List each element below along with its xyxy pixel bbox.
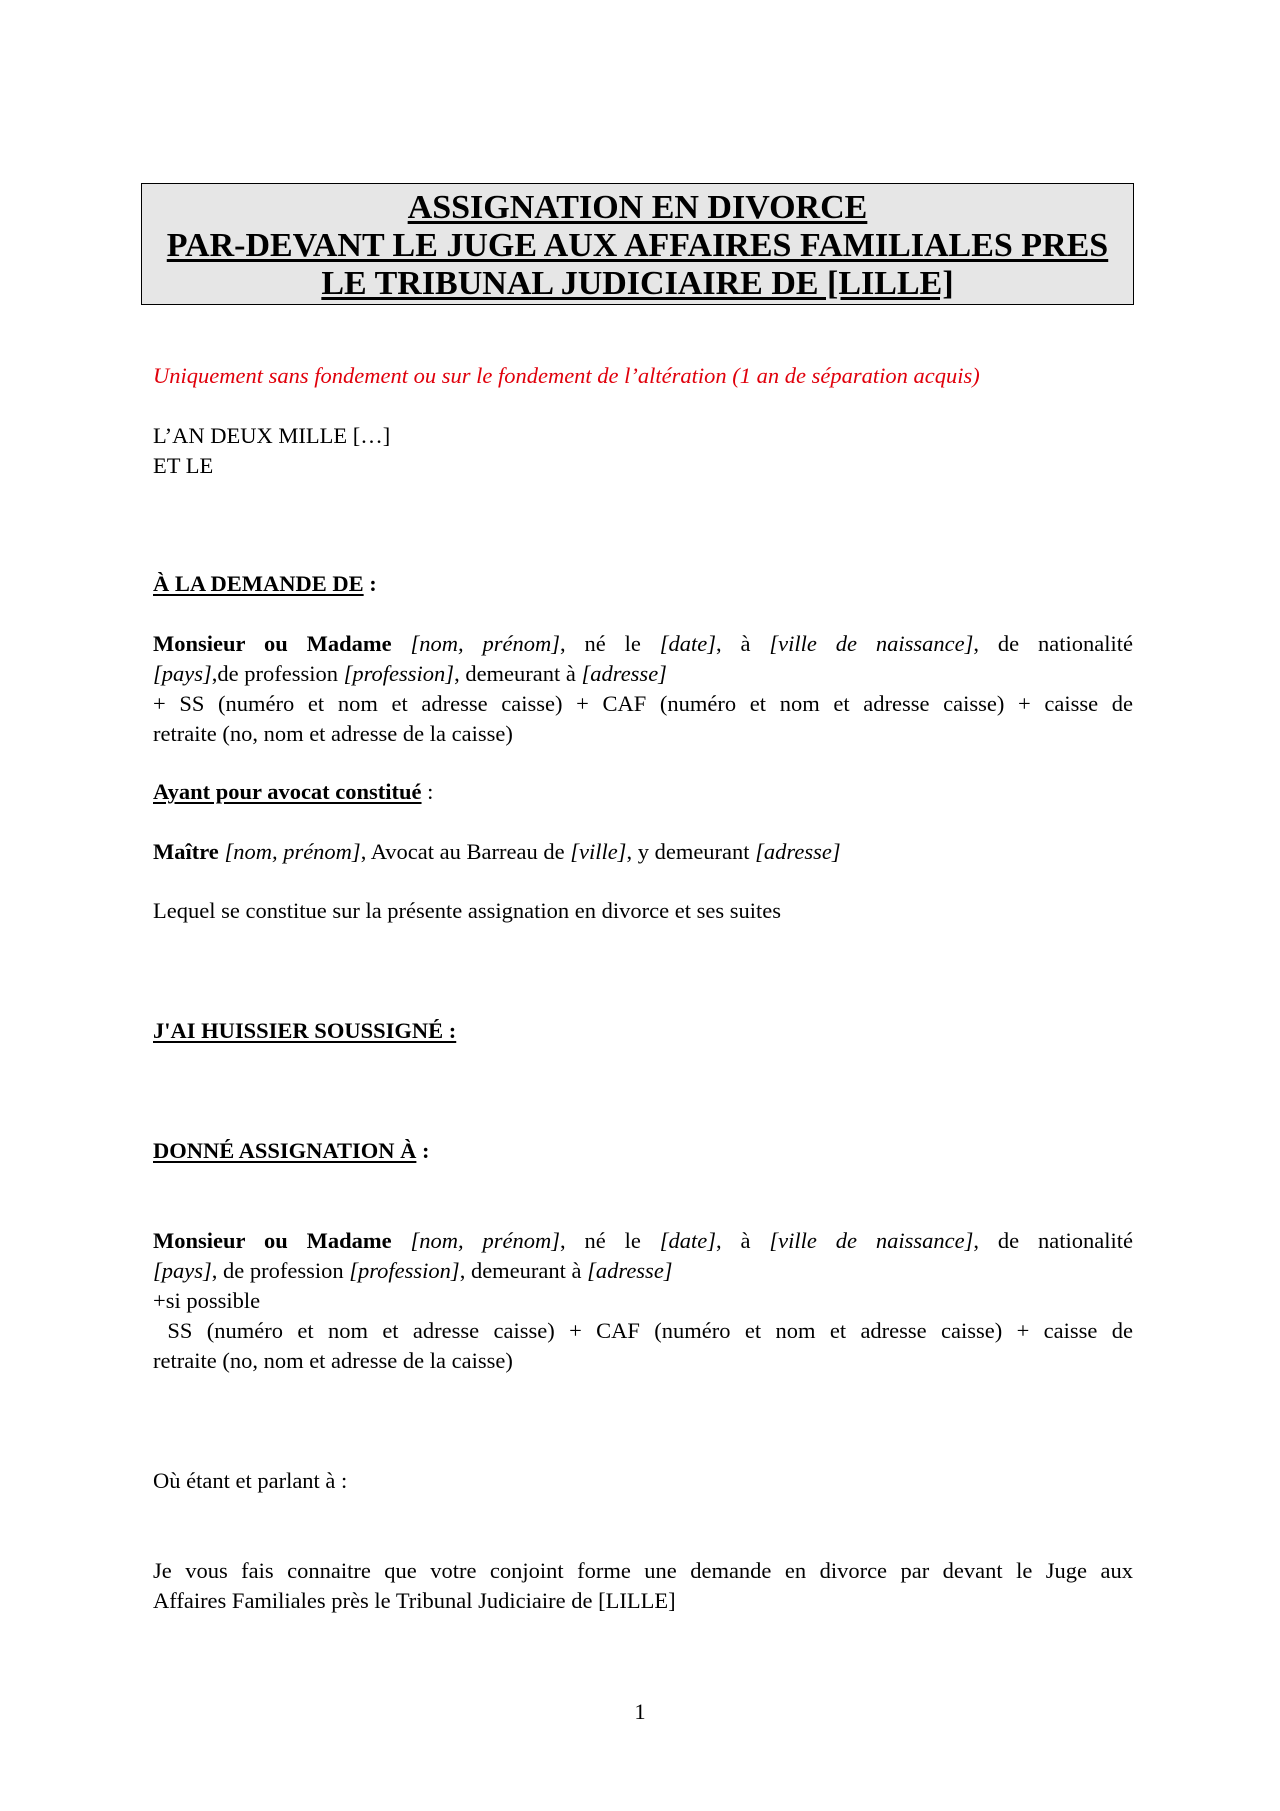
avocat-constitution: Lequel se constitue sur la présente assignation en divorce et ses suites [153,898,781,923]
demande-heading [153,569,1133,599]
demandeur-birthplace-placeholder: [ville de naissance] [769,631,974,656]
demandeur-at-text: , à [716,631,770,656]
notification-paragraph [153,1556,1133,1616]
demandeur-party-label: Monsieur ou Madame [153,631,392,656]
defendeur-profession-text: , de profession [211,1258,350,1283]
defendeur-social-line-2: retraite (no, nom et adresse de la caisse) [153,1348,513,1373]
demandeur-profession-placeholder: [profession] [343,661,455,686]
demandeur-profession-text: ,de profession [211,661,344,686]
defendeur-birthplace-placeholder: [ville de naissance] [769,1228,974,1253]
defendeur-line-1 [153,1226,1133,1256]
demandeur-country-placeholder: [pays] [153,661,212,686]
defendeur-social-line-1: SS (numéro et nom et adresse caisse) + CAF (numéro et nom et adresse caisse) + caisse de [153,1318,1133,1343]
assignation-heading-suffix: : [416,1138,430,1163]
page-number: 1 [634,1699,646,1724]
notification-line-1: Je vous fais connaitre que votre conjoint forme une demande en divorce par devant le Juge aux [153,1558,1133,1583]
defendeur-date-placeholder: [date] [659,1228,717,1253]
defendeur-if-possible: +si possible [153,1288,261,1313]
assignation-heading [153,1136,1133,1166]
date-line-1: L’AN DEUX MILLE […] [153,423,391,448]
avocat-bar-text: , Avocat au Barreau de [360,839,571,864]
avocat-label: Maître [153,839,219,864]
avocat-name-placeholder: [nom, prénom] [224,839,361,864]
demandeur-line-2 [153,659,1133,689]
defendeur-country-placeholder: [pays] [153,1258,212,1283]
demandeur-social-line-2: retraite (no, nom et adresse de la caisse) [153,721,513,746]
demandeur-residing-text: , demeurant à [454,661,582,686]
demande-heading-text: À LA DEMANDE DE [153,571,364,596]
demande-heading-suffix: : [363,571,377,596]
demandeur-born-text: , né le [560,631,660,656]
avocat-heading-text: Ayant pour avocat constitué [153,779,422,804]
demandeur-line-1 [153,629,1133,659]
defendeur-born-text: , né le [560,1228,660,1253]
avocat-address-placeholder: [adresse] [755,839,841,864]
defendeur-at-text: , à [716,1228,770,1253]
demandeur-paragraph [153,629,1133,749]
defendeur-profession-placeholder: [profession] [349,1258,460,1283]
demandeur-social-line-1: + SS (numéro et nom et adresse caisse) + CAF (numéro et nom et adresse caisse) + caisse de [153,691,1133,716]
defendeur-line-2 [153,1256,1133,1286]
defendeur-address-placeholder: [adresse] [587,1258,673,1283]
title-line-1: ASSIGNATION EN DIVORCE [407,189,868,226]
defendeur-party-label: Monsieur ou Madame [153,1228,392,1253]
huissier-heading-text: J'AI HUISSIER SOUSSIGNÉ : [153,1018,457,1043]
defendeur-residing-text: , demeurant à [459,1258,588,1283]
huissier-heading [153,1016,1133,1046]
avocat-heading [153,777,1133,807]
avocat-residing-text: , y demeurant [626,839,756,864]
defendeur-name-placeholder: [nom, prénom] [410,1228,561,1253]
demandeur-address-placeholder: [adresse] [581,661,667,686]
defendeur-nationality-text: , de nationalité [973,1228,1133,1253]
date-line-2: ET LE [153,453,214,478]
title-box [141,183,1134,305]
ou-etant-line: Où étant et parlant à : [153,1468,348,1493]
demandeur-nationality-text: , de nationalité [973,631,1133,656]
date-lines [153,421,1133,481]
notification-line-2: Affaires Familiales près le Tribunal Judiciaire de [LILLE] [153,1588,676,1613]
fondement-note: Uniquement sans fondement ou sur le fondement de l’altération (1 an de séparation acquis) [153,363,980,388]
demandeur-name-placeholder: [nom, prénom] [410,631,561,656]
title-line-2: PAR-DEVANT LE JUGE AUX AFFAIRES FAMILIALES PRES [166,227,1109,264]
avocat-city-placeholder: [ville] [570,839,627,864]
avocat-heading-suffix: : [421,779,434,804]
demandeur-date-placeholder: [date] [659,631,717,656]
defendeur-paragraph [153,1226,1133,1376]
title-line-3: LE TRIBUNAL JUDICIAIRE DE [LILLE] [321,265,954,302]
avocat-line [153,837,1133,867]
assignation-heading-text: DONNÉ ASSIGNATION À [153,1138,417,1163]
